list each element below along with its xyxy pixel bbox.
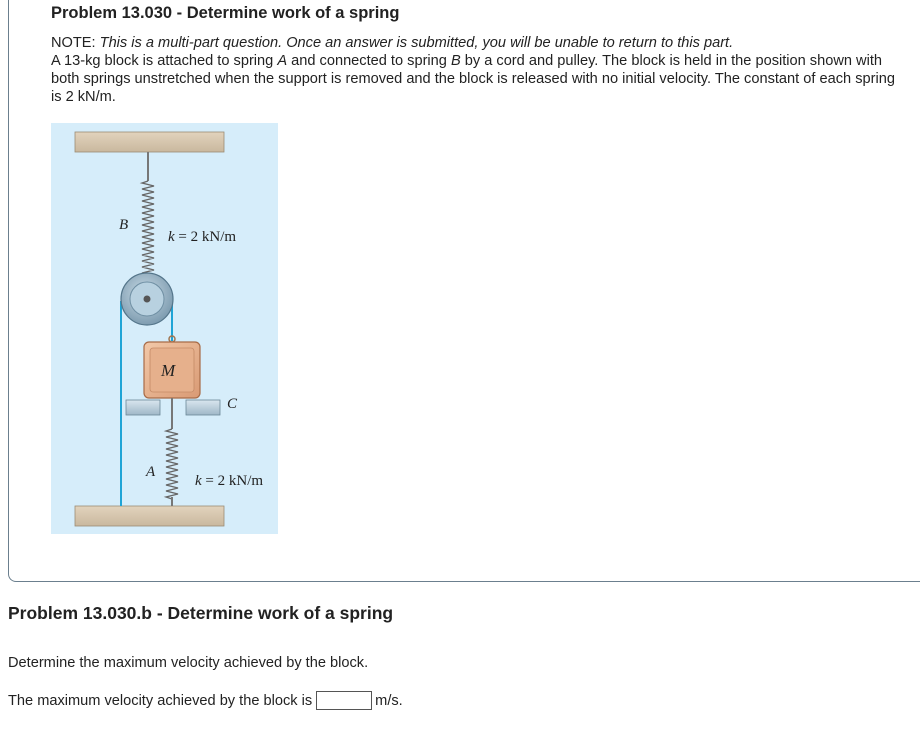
answer-unit: m/s. bbox=[375, 692, 403, 709]
part-b-title: Problem 13.030.b - Determine work of a spring bbox=[8, 603, 394, 623]
statement-spring-a: A bbox=[277, 53, 288, 69]
figure-svg bbox=[51, 123, 278, 534]
part-b-question: Determine the maximum velocity achieved by the block. bbox=[8, 655, 369, 671]
label-k-bottom bbox=[195, 473, 263, 489]
ceiling bbox=[75, 132, 224, 152]
label-c: C bbox=[227, 396, 238, 412]
label-b: B bbox=[119, 217, 129, 233]
label-k-top-value: = 2 kN/m bbox=[174, 229, 237, 245]
spring-pulley-figure bbox=[51, 123, 278, 534]
problem-statement bbox=[51, 34, 896, 106]
floor bbox=[75, 506, 224, 526]
label-k-top bbox=[168, 229, 236, 245]
statement-part-2: and connected to spring bbox=[287, 53, 451, 69]
statement-part-3: by a cord and pulley. The block is held in the position shown with both springs unstretched when the support is removed and the block is released with no initial velocity. The constant of each spring is 2 kN/m. bbox=[51, 53, 895, 105]
statement-spring-b: B bbox=[450, 53, 461, 69]
note-text: This is a multi-part question. Once an answer is submitted, you will be unable to return to this part. bbox=[99, 35, 734, 51]
answer-row bbox=[8, 691, 403, 710]
pulley-axle bbox=[144, 296, 151, 303]
velocity-answer-input[interactable] bbox=[316, 691, 372, 710]
label-k-bottom-k: k bbox=[195, 473, 202, 489]
problem-title: Problem 13.030 - Determine work of a spring bbox=[51, 4, 400, 22]
answer-prefix: The maximum velocity achieved by the block is bbox=[8, 692, 313, 709]
note-label: NOTE: bbox=[51, 35, 100, 51]
statement-part-1: A 13-kg block is attached to spring bbox=[51, 53, 278, 69]
support-c-left bbox=[126, 400, 160, 415]
label-k-top-k: k bbox=[168, 229, 175, 245]
label-m: M bbox=[161, 361, 176, 380]
support-c-right bbox=[186, 400, 220, 415]
label-a: A bbox=[146, 464, 156, 480]
label-k-bottom-value: = 2 kN/m bbox=[201, 473, 264, 489]
